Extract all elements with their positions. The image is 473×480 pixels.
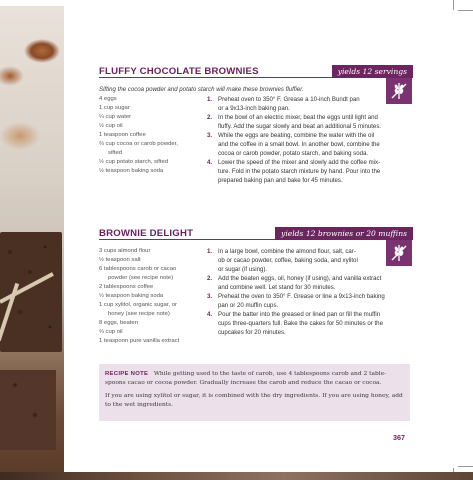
step-text: and combine well. Let stand for 30 minutes.: [218, 284, 336, 291]
step-text: pan or 20 muffin cups.: [218, 302, 279, 309]
direction-step: [207, 95, 385, 113]
ingredient-item: 6 tablespoons carob or cacao: [99, 266, 177, 272]
ingredient-item: ½ teaspoon baking soda: [99, 293, 164, 299]
ingredient-item: ½ cup potato starch, sifted: [99, 159, 169, 165]
step-text: and the coffee in a small bowl. In another bowl, combine the: [218, 141, 380, 148]
step-text: cupcakes for 20 minutes.: [218, 329, 286, 336]
recipe1-ingredients: [99, 95, 207, 176]
recipe1-title: FLUFFY CHOCOLATE BROWNIES: [99, 66, 259, 77]
step-text: Preheat oven to 350° F. Grease a 10-inch Bundt pan: [218, 96, 360, 103]
step-text: cocoa or carob powder, potato starch, and baking soda.: [218, 150, 369, 157]
recipe2-title: BROWNIE DELIGHT: [99, 228, 194, 239]
ingredient-item: honey (see recipe note): [108, 311, 170, 317]
step-number: 4.: [207, 159, 213, 166]
ingredient-item: 1 cup sugar: [99, 105, 130, 111]
recipe1-header: [87, 64, 413, 78]
ingredient-item: 1 cup xylitol, organic sugar, or: [99, 302, 177, 308]
ingredient-item: 1 teaspoon pure vanilla extract: [99, 338, 180, 344]
step-text: prepared baking pan and bake for 45 minutes.: [218, 177, 343, 184]
step-text: Pour the batter into the greased or lined pan or fill the muffin: [218, 311, 381, 318]
ingredient-item: 2 tablespoons coffee: [99, 284, 154, 290]
step-text: Lower the speed of the mixer and slowly add the coffee mix-: [218, 159, 381, 166]
gluten-free-icon: [386, 78, 412, 104]
direction-step: [207, 310, 385, 337]
step-text: Add the beaten eggs, oil, honey (if using), and vanilla extract: [218, 275, 382, 282]
step-text: In a large bowl, combine the almond flour, salt, car-: [218, 248, 356, 255]
ingredient-item: ⅔ cup cocoa or carob powder,: [99, 141, 178, 147]
recipe1-directions: [207, 95, 385, 185]
step-text: Preheat the oven to 350° F. Grease or line a 9x13-inch baking: [218, 293, 385, 300]
step-text: In the bowl of an electric mixer, beat the eggs until light and: [218, 114, 378, 121]
direction-step: [207, 292, 385, 310]
step-number: 2.: [207, 114, 213, 121]
recipe2-yield: yields 12 brownies or 20 muffins: [275, 227, 413, 240]
ingredient-item: 4 eggs: [99, 96, 117, 102]
ingredient-item: ½ cup oil: [99, 123, 123, 129]
recipe1-subtitle: Sifting the cocoa powder and potato starch will make these brownies fluffier.: [99, 86, 304, 93]
crop-mark: [453, 0, 454, 10]
ingredient-item: 1 teaspoon coffee: [99, 132, 146, 138]
direction-step: [207, 131, 385, 158]
step-number: 3.: [207, 132, 213, 139]
step-number: 2.: [207, 275, 213, 282]
recipe2-directions: [207, 247, 385, 337]
ingredient-item: powder (see recipe note): [108, 275, 174, 281]
step-number: 4.: [207, 311, 213, 318]
page-number: 367: [393, 433, 405, 442]
recipe1-yield: yields 12 servings: [332, 65, 413, 78]
ingredient-item: ⅔ cup oil: [99, 329, 123, 335]
crop-mark: [458, 10, 473, 11]
step-number: 1.: [207, 248, 213, 255]
recipe2-ingredients: [99, 247, 207, 346]
crop-mark: [458, 466, 473, 467]
step-text: cups three-quarters full. Bake the cakes for 50 minutes or the: [218, 320, 383, 327]
ingredient-item: 8 eggs, beaten: [99, 320, 138, 326]
gluten-free-icon: [386, 240, 412, 266]
note-text: spoons cacao or cocoa powder. Gradually increase the carob and reduce the cacao or cocoa.: [105, 380, 382, 386]
direction-step: [207, 113, 385, 131]
direction-step: [207, 158, 385, 185]
note-text: If you are using xylitol or sugar, it is combined with the dry ingredients. If you are using honey, add: [105, 393, 403, 399]
step-number: 3.: [207, 293, 213, 300]
recipe2-header: [87, 226, 413, 240]
step-text: fluffy. Add the sugar slowly and beat an additional 5 minutes.: [218, 123, 382, 130]
step-text: ob or cacao powder, coffee, baking soda, and xylitol: [218, 257, 358, 264]
step-text: While the eggs are beating, combine the water with the oil: [218, 132, 375, 139]
recipe-note: [99, 364, 410, 421]
step-number: 1.: [207, 96, 213, 103]
note-text: While getting used to the taste of carob, use 4 tablespoons carob and 2 table-: [153, 371, 387, 377]
note-label: RECIPE NOTE: [105, 371, 149, 377]
step-text: ture. Fold in the potato starch mixture by hand. Pour into the: [218, 168, 381, 175]
ingredient-item: ½ teaspoon salt: [99, 257, 141, 263]
ingredient-item: 3 cups almond flour: [99, 248, 151, 254]
step-text: or a 9x13-inch baking pan.: [218, 105, 290, 112]
step-text: or sugar (if using).: [218, 266, 268, 273]
ingredient-item: ½ teaspoon baking soda: [99, 168, 164, 174]
note-text: to the wet ingredients.: [105, 402, 174, 408]
direction-step: [207, 274, 385, 292]
ingredient-item: ¼ cup water: [99, 114, 132, 120]
ingredient-item: sifted: [108, 150, 123, 156]
direction-step: [207, 247, 385, 274]
note-paragraph-1: [105, 370, 405, 379]
